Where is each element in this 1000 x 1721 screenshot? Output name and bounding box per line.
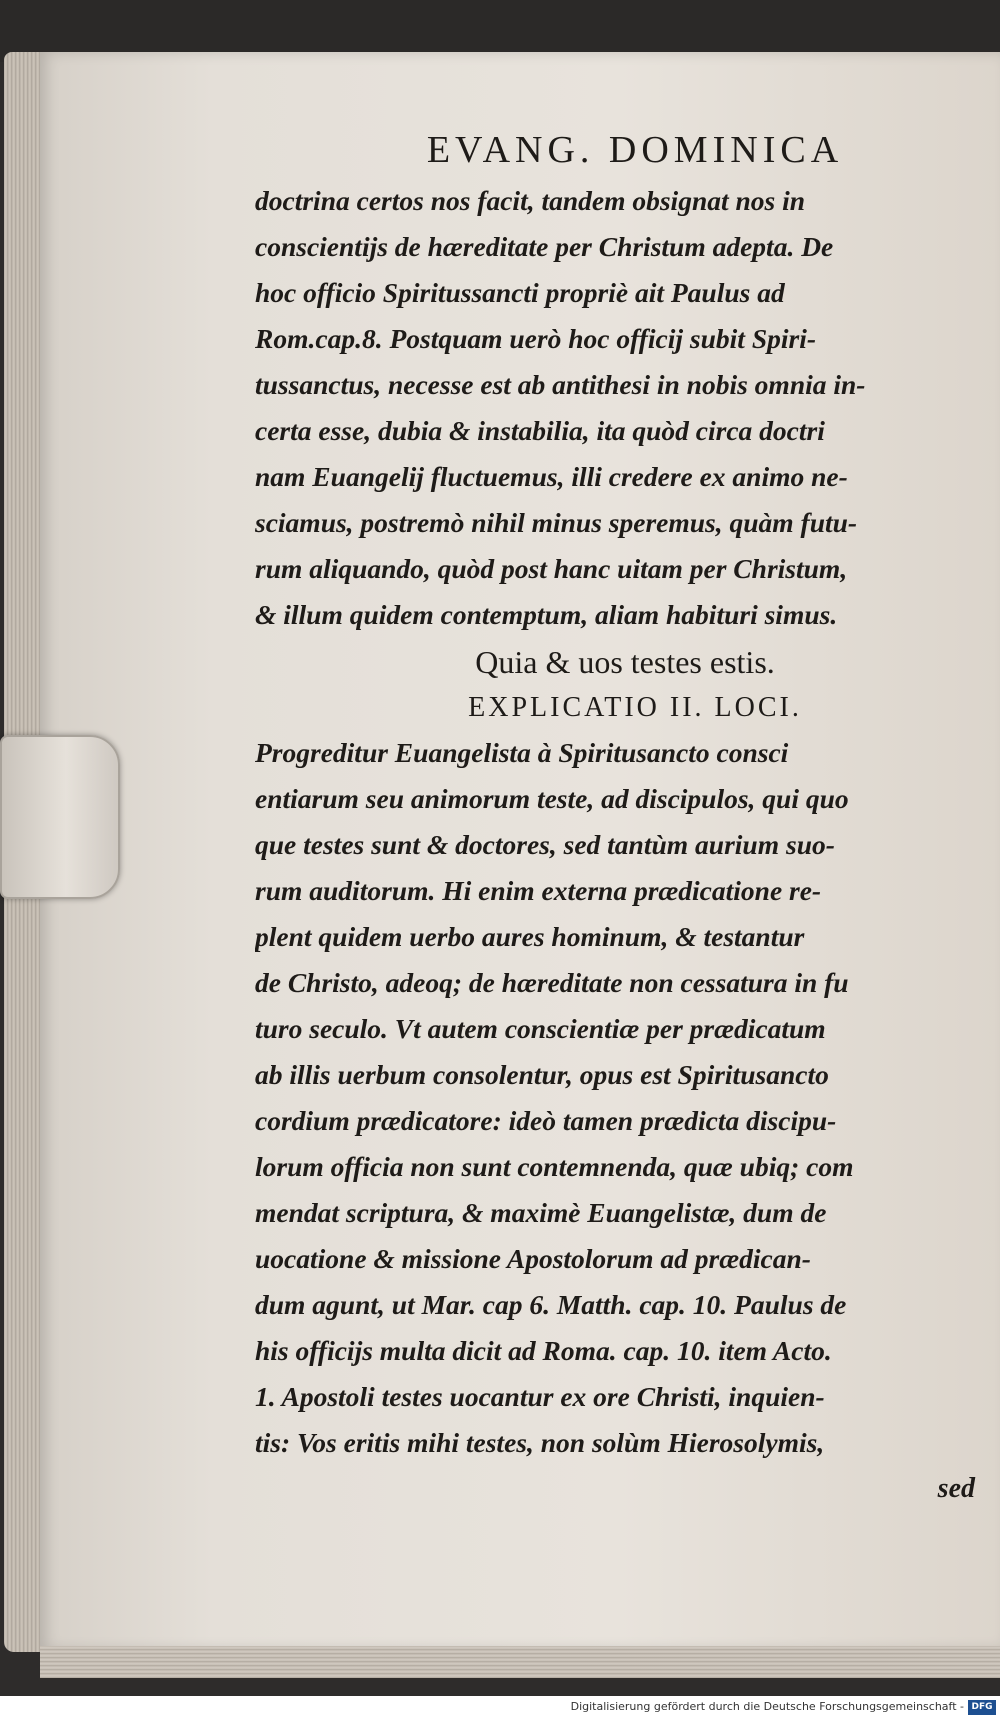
dfg-logo-icon: DFG (968, 1700, 996, 1715)
text-line: dum agunt, ut Mar. cap 6. Matth. cap. 10. Paulus de (255, 1289, 847, 1320)
running-head: EVANG. DOMINICA (426, 129, 844, 171)
text-line: ab illis uerbum consolentur, opus est Spiritusancto (255, 1059, 829, 1090)
text-line: tussanctus, necesse est ab antithesi in nobis omnia in- (255, 369, 866, 400)
text-line: rum aliquando, quòd post hanc uitam per Christum, (255, 553, 848, 584)
text-line: lorum officia non sunt contemnenda, quæ ubiq; com (255, 1151, 854, 1182)
text-line: conscientijs de hæreditate per Christum adepta. De (255, 231, 834, 262)
text-lines-part1 (255, 178, 975, 638)
text-line: sciamus, postremò nihil minus speremus, quàm futu- (255, 507, 858, 538)
text-line: turo seculo. Vt autem conscientiæ per prædicatum (255, 1013, 826, 1044)
text-line: tis: Vos eritis mihi testes, non solùm Hierosolymis, (255, 1427, 825, 1458)
catchword: sed (937, 1473, 975, 1504)
text-line: doctrina certos nos facit, tandem obsignat nos in (255, 185, 806, 216)
text-line: 1. Apostoli testes uocantur ex ore Christi, inquien- (255, 1381, 825, 1412)
book-clasp (0, 735, 120, 899)
text-line: de Christo, adeoq; de hæreditate non cessatura in fu (255, 967, 849, 998)
text-line: mendat scriptura, & maximè Euangelistæ, dum de (255, 1197, 827, 1228)
text-line: certa esse, dubia & instabilia, ita quòd circa doctri (255, 415, 825, 446)
text-line: entiarum seu animorum teste, ad discipulos, qui quo (255, 783, 849, 814)
text-line: hoc officio Spiritussancti propriè ait Paulus ad (255, 277, 785, 308)
text-line: & illum quidem contemptum, aliam habituri simus. (255, 599, 838, 630)
text-line: nam Euangelij fluctuemus, illi credere ex animo ne- (255, 461, 848, 492)
text-line: plent quidem uerbo aures hominum, & testantur (255, 921, 805, 952)
text-line: Rom.cap.8. Postquam uerò hoc officij subit Spiri- (255, 323, 816, 354)
text-line: cordium prædicatore: ideò tamen prædicta discipu- (255, 1105, 837, 1136)
text-line: his officijs multa dicit ad Roma. cap. 10. item Acto. (255, 1335, 832, 1366)
page-text (255, 128, 975, 1512)
footer-credit-text: Digitalisierung gefördert durch die Deutsche Forschungsgemeinschaft - (570, 1700, 964, 1713)
text-line: que testes sunt & doctores, sed tantùm aurium suo- (255, 829, 835, 860)
book-bottom-edge (40, 1646, 1000, 1678)
text-line: rum auditorum. Hi enim externa prædicatione re- (255, 875, 822, 906)
footer-bar (0, 1696, 1000, 1721)
quote-line: Quia & uos testes estis. (475, 644, 775, 680)
text-lines-part2 (255, 730, 975, 1466)
text-line: uocatione & missione Apostolorum ad prædican- (255, 1243, 811, 1274)
text-line: Progreditur Euangelista à Spiritusancto consci (255, 737, 789, 768)
section-heading: EXPLICATIO II. LOCI. (468, 692, 802, 723)
